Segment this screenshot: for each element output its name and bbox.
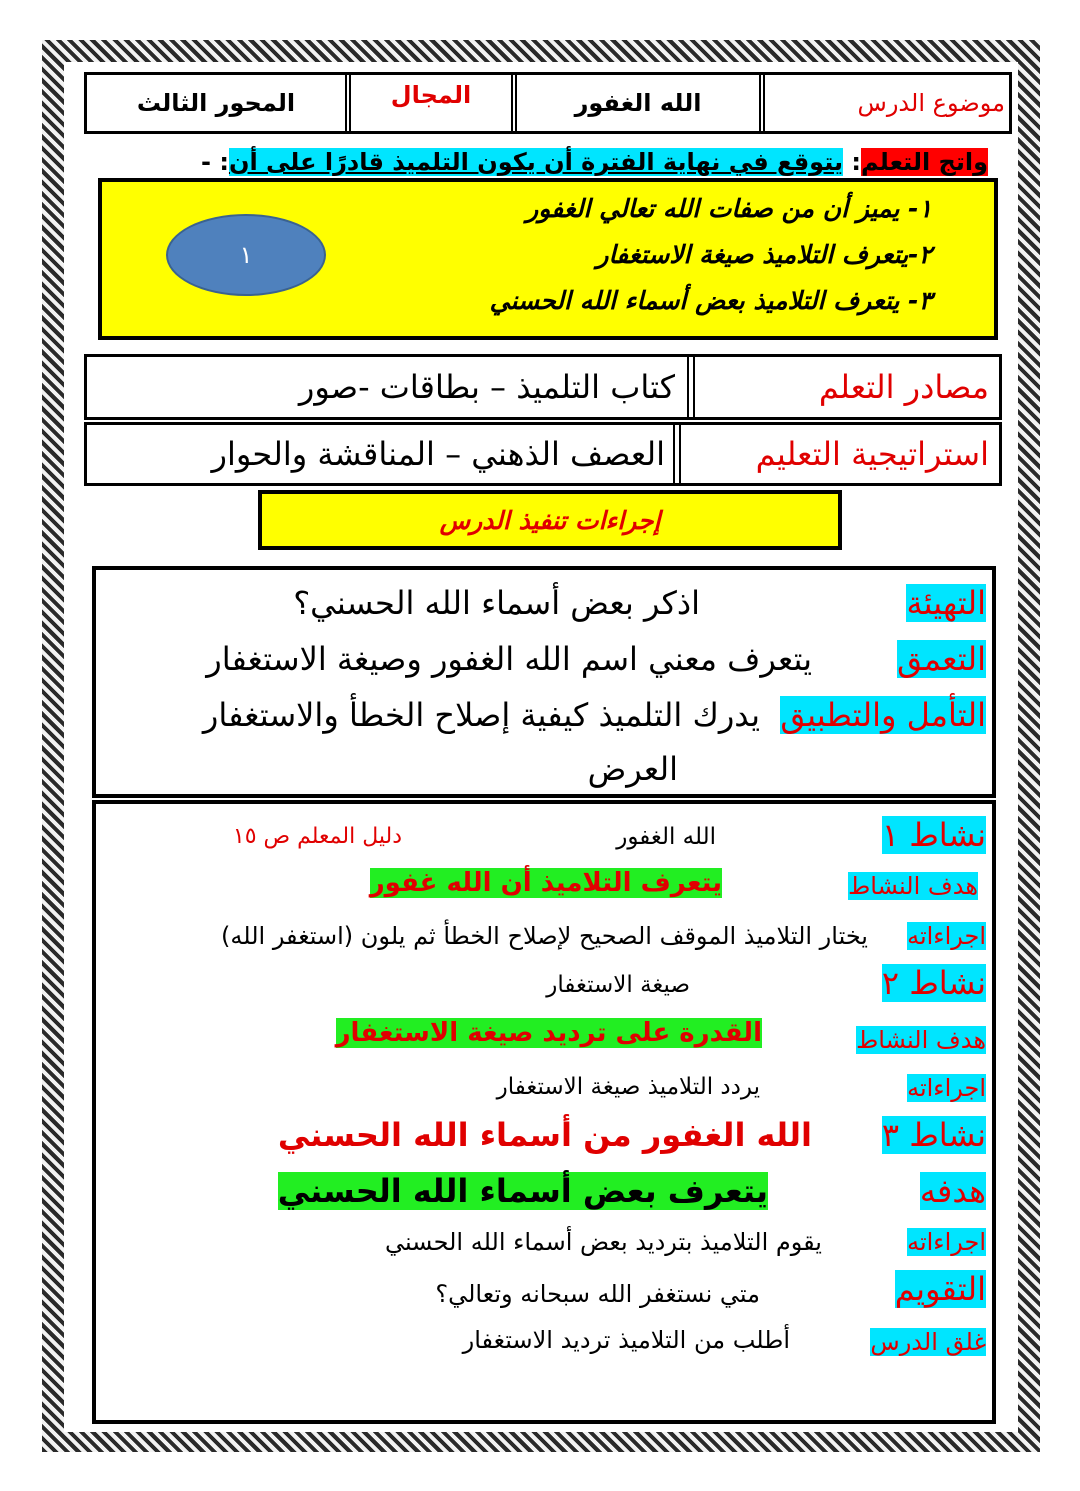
activity-2-title: صيغة الاستغفار	[546, 972, 690, 998]
domain-value: المحور الثالث	[136, 89, 296, 117]
number-badge: ١	[166, 214, 326, 296]
activity-1-title: الله الغفور	[616, 824, 716, 850]
outcome-item-2: ٢-يتعرف التلاميذ صيغة الاستغفار	[596, 240, 932, 269]
activity-3-title: الله الغفور من أسماء الله الحسني	[277, 1116, 812, 1154]
activity-1-goal-label: هدف النشاط	[848, 872, 978, 900]
activity-3-goal-label: هدفه	[919, 1172, 986, 1210]
resources-label: مصادر التعلم	[818, 368, 989, 406]
strategy-row	[84, 422, 1002, 486]
closing-label: غلق الدرس	[870, 1328, 986, 1356]
outcomes-intro-line	[201, 145, 988, 179]
activity-1-goal: يتعرف التلاميذ أن الله غفور	[369, 868, 722, 898]
activity-2-procedure: يردد التلاميذ صيغة الاستغفار	[496, 1074, 760, 1100]
reflect-text: يدرك التلميذ كيفية إصلاح الخطأ والاستغفار	[202, 696, 760, 734]
activity-2-goal: القدرة على ترديد صيغة الاستغفار	[335, 1018, 762, 1048]
outcome-item-1: ١- يميز أن من صفات الله تعالي الغفور	[526, 194, 932, 223]
reflect-label: التأمل والتطبيق	[780, 696, 986, 734]
outcomes-label: واتج التعلم	[860, 148, 988, 176]
divider	[687, 357, 695, 417]
resources-value: كتاب التلميذ – بطاقات -صور	[298, 368, 675, 406]
activity-2-goal-label: هدف النشاط	[856, 1026, 986, 1054]
activity-1-procedure: يختار التلاميذ الموقف الصحيح لإصلاح الخطأ ثم يلون (استغفر الله)	[221, 922, 868, 950]
display-text: العرض	[587, 750, 678, 788]
outcomes-intro: يتوقع في نهاية الفترة أن يكون التلميذ قادرًا على أن	[228, 148, 844, 176]
outcomes-colon: :	[851, 148, 861, 176]
activity-2-procedure-label: اجراءاته	[907, 1074, 986, 1102]
activity-1-reference: دليل المعلم ص ١٥	[232, 824, 402, 849]
topic-label: موضوع الدرس	[857, 89, 1005, 117]
activity-1-label: نشاط ١	[881, 816, 986, 854]
outcome-item-3: ٣- يتعرف التلاميذ بعض أسماء الله الحسني	[489, 286, 932, 315]
stages-box	[92, 566, 996, 798]
deepen-label: التعمق	[897, 640, 986, 678]
activity-3-procedure-label: اجراءاته	[907, 1228, 986, 1256]
divider	[759, 75, 765, 131]
procedures-title: إجراءات تنفيذ الدرس	[439, 505, 661, 535]
strategy-label: استراتيجية التعليم	[755, 435, 989, 473]
topic-value: الله الغفور	[574, 89, 702, 117]
evaluation-text: متي نستغفر الله سبحانه وتعالي؟	[435, 1280, 760, 1308]
procedures-title-box	[258, 490, 842, 550]
divider	[511, 75, 517, 131]
domain-label: المجال	[390, 81, 472, 109]
deepen-text: يتعرف معني اسم الله الغفور وصيغة الاستغفار	[206, 640, 812, 678]
activities-box	[92, 800, 996, 1424]
activity-3-procedure: يقوم التلاميذ بترديد بعض أسماء الله الحسني	[384, 1228, 822, 1256]
outcomes-suffix: : -	[201, 148, 229, 176]
resources-row	[84, 354, 1002, 420]
warmup-label: التهيئة	[906, 584, 986, 622]
divider	[673, 425, 681, 483]
activity-3-goal: يتعرف بعض أسماء الله الحسني	[277, 1172, 768, 1210]
evaluation-label: التقويم	[894, 1270, 986, 1308]
warmup-text: اذكر بعض أسماء الله الحسني؟	[293, 584, 700, 622]
header-table	[84, 72, 1012, 134]
closing-text: أطلب من التلاميذ ترديد الاستغفار	[462, 1326, 790, 1354]
activity-3-label: نشاط ٣	[881, 1116, 986, 1154]
strategy-value: العصف الذهني – المناقشة والحوار	[211, 435, 665, 473]
activity-1-procedure-label: اجراءاته	[907, 922, 986, 950]
divider	[345, 75, 351, 131]
outcomes-box	[98, 178, 998, 340]
activity-2-label: نشاط ٢	[881, 964, 986, 1002]
